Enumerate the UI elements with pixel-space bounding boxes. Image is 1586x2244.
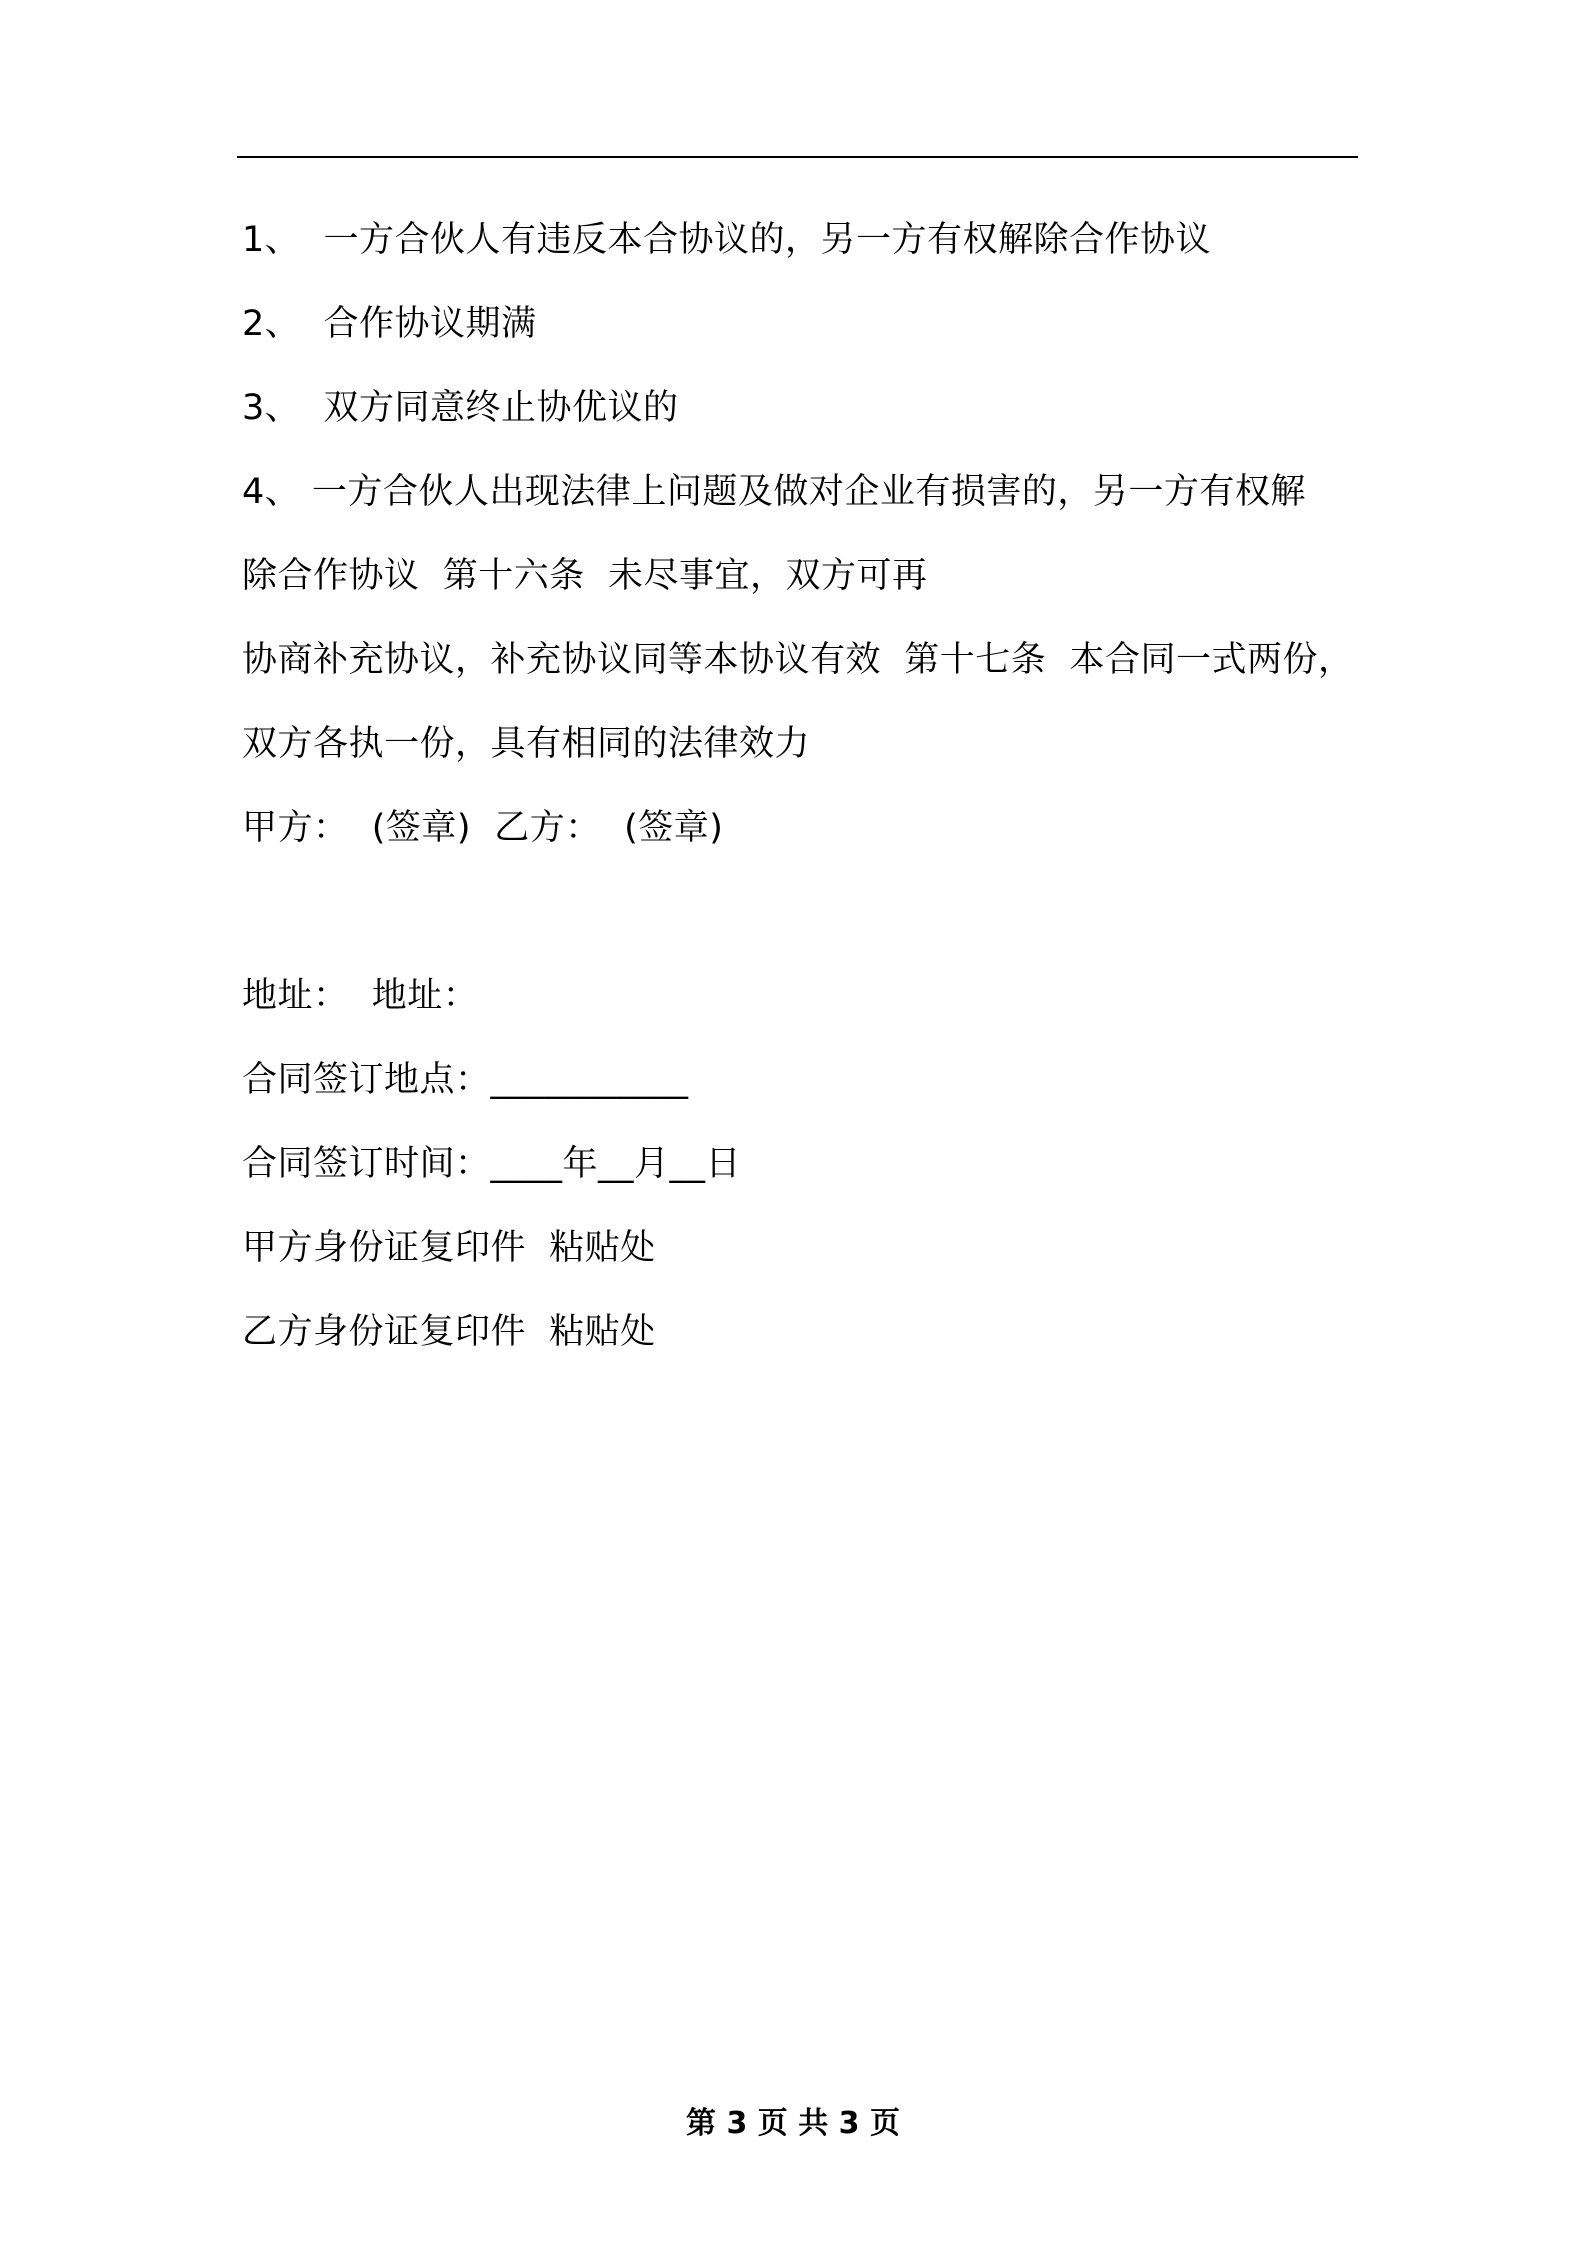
clause-4-continued: 除合作协议 第十六条 未尽事宜，双方可再 (242, 556, 928, 596)
page-number-footer: 第 3 页 共 3 页 (686, 2106, 900, 2141)
address-line: 地址： 地址： (242, 976, 479, 1016)
blank-gap (242, 870, 1392, 954)
header-rule (237, 156, 1358, 158)
clause-2: 2、 合作协议期满 (242, 304, 537, 344)
party-b-id-copy-line: 乙方身份证复印件 粘贴处 (242, 1312, 656, 1352)
signature-line: 甲方： (签章) 乙方： (签章) (242, 808, 724, 848)
clause-1: 1、 一方合伙人有违反本合协议的，另一方有权解除合作协议 (242, 220, 1212, 260)
clause-4: 4、 一方合伙人出现法律上问题及做对企业有损害的，另一方有权解 (242, 472, 1306, 512)
clause-3: 3、 双方同意终止协优议的 (242, 388, 679, 428)
article-17-continued: 双方各执一份，具有相同的法律效力 (242, 724, 811, 764)
article-17-text: 协商补充协议，补充协议同等本协议有效 第十七条 本合同一式两份， (242, 640, 1354, 680)
signing-date-line: 合同签订时间：____年__月__日 (242, 1144, 742, 1184)
party-a-id-copy-line: 甲方身份证复印件 粘贴处 (242, 1228, 656, 1268)
signing-place-line: 合同签订地点：___________ (242, 1060, 689, 1100)
document-body (242, 198, 1392, 1374)
